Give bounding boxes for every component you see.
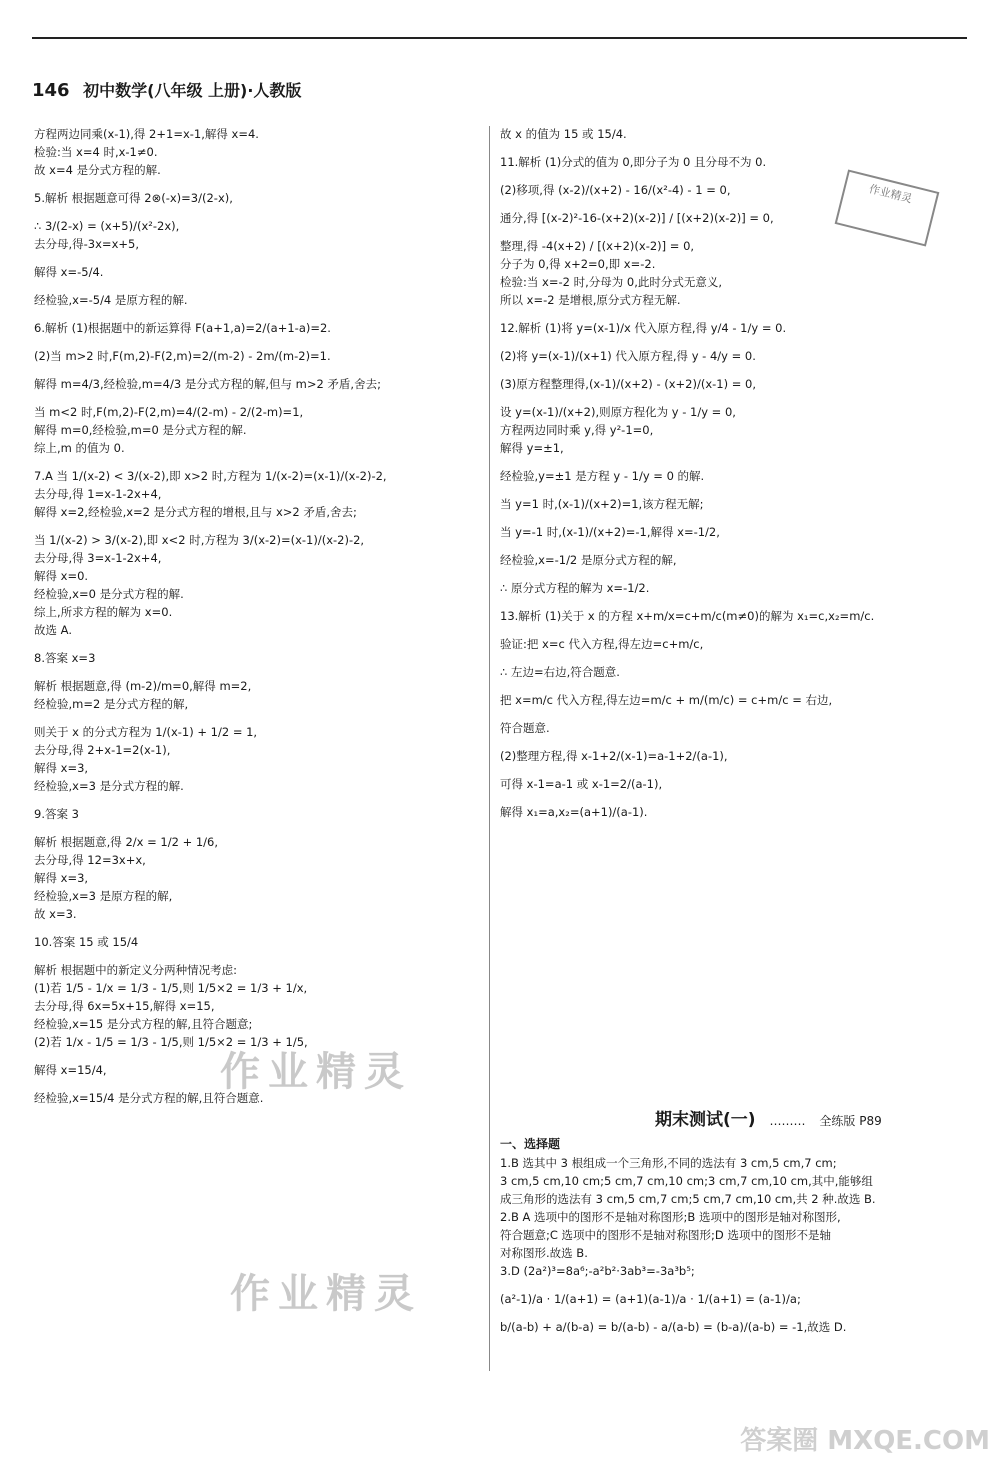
text-line: 经检验,y=±1 是方程 y - 1/y = 0 的解.: [500, 469, 705, 483]
text-line: 解得 m=4/3,经检验,m=4/3 是分式方程的解,但与 m>2 矛盾,舍去;: [34, 377, 381, 391]
section-heading: [655, 1105, 882, 1130]
text-line: ∴ 原分式方程的解为 x=-1/2.: [500, 581, 650, 595]
text-line: (1)若 1/5 - 1/x = 1/3 - 1/5,则 1/5×2 = 1/3 + 1/x,: [34, 981, 308, 995]
text-line: 通分,得 [(x-2)²-16-(x+2)(x-2)] / [(x+2)(x-2)] = 0,: [500, 211, 774, 225]
text-line: 2.B A 选项中的图形不是轴对称图形;B 选项中的图形是轴对称图形,: [500, 1210, 841, 1224]
text-line: 解析 根据题中的新定义分两种情况考虑:: [34, 963, 238, 977]
stamp: 作业精灵: [835, 169, 940, 246]
text-line: 检验:当 x=4 时,x-1≠0.: [34, 145, 158, 159]
text-line: (2)整理方程,得 x-1+2/(x-1)=a-1+2/(a-1),: [500, 749, 728, 763]
text-line: 1.B 选其中 3 根组成一个三角形,不同的选法有 3 cm,5 cm,7 cm;: [500, 1156, 837, 1170]
text-line: 综上,m 的值为 0.: [34, 441, 125, 455]
column-divider: [489, 126, 490, 1371]
text-line: 方程两边同乘(x-1),得 2+1=x-1,解得 x=4.: [34, 127, 259, 141]
text-line: 经检验,x=3 是分式方程的解.: [34, 779, 184, 793]
text-line: 经检验,x=15 是分式方程的解,且符合题意;: [34, 1017, 253, 1031]
text-line: 设 y=(x-1)/(x+2),则原方程化为 y - 1/y = 0,: [500, 405, 736, 419]
text-line: 故 x=4 是分式方程的解.: [34, 163, 161, 177]
text-line: ∴ 3/(2-x) = (x+5)/(x²-2x),: [34, 219, 180, 233]
text-line: 解得 x=3,: [34, 761, 89, 775]
text-line: 方程两边同时乘 y,得 y²-1=0,: [500, 423, 654, 437]
text-line: 故 x=3.: [34, 907, 77, 921]
text-line: 符合题意;C 选项中的图形不是轴对称图形;D 选项中的图形不是轴: [500, 1228, 831, 1242]
text-line: 当 y=-1 时,(x-1)/(x+2)=-1,解得 x=-1/2,: [500, 525, 720, 539]
text-line: 解析 根据题意,得 2/x = 1/2 + 1/6,: [34, 835, 219, 849]
text-line: 检验:当 x=-2 时,分母为 0,此时分式无意义,: [500, 275, 723, 289]
text-line: 符合题意.: [500, 721, 550, 735]
text-line: b/(a-b) + a/(b-a) = b/(a-b) - a/(a-b) = (b-a)/(a-b) = -1,故选 D.: [500, 1320, 847, 1334]
text-line: 当 y=1 时,(x-1)/(x+2)=1,该方程无解;: [500, 497, 704, 511]
text-line: 把 x=m/c 代入方程,得左边=m/c + m/(m/c) = c+m/c = 右边,: [500, 693, 833, 707]
text-line: 5.解析 根据题意可得 2⊗(-x)=3/(2-x),: [34, 191, 233, 205]
text-line: 解得 x=0.: [34, 569, 89, 583]
text-line: 解得 y=±1,: [500, 441, 564, 455]
text-line: 对称图形.故选 B.: [500, 1246, 588, 1260]
book-title: 初中数学(八年级 上册)·人教版: [83, 81, 302, 100]
text-line: 10.答案 15 或 15/4: [34, 935, 139, 949]
text-line: 13.解析 (1)关于 x 的方程 x+m/x=c+m/c(m≠0)的解为 x₁=c,x₂=m/c.: [500, 609, 875, 623]
site-logo: 答案圈 MXQE.COM: [740, 1426, 990, 1456]
left-column: [34, 126, 480, 1108]
section-ref: 全练版 P89: [819, 1114, 882, 1128]
text-line: 经检验,m=2 是分式方程的解,: [34, 697, 189, 711]
text-line: 综上,所求方程的解为 x=0.: [34, 605, 173, 619]
text-line: (3)原方程整理得,(x-1)/(x+2) - (x+2)/(x-1) = 0,: [500, 377, 757, 391]
text-line: 经检验,x=0 是分式方程的解.: [34, 587, 184, 601]
text-line: 去分母,得 1=x-1-2x+4,: [34, 487, 162, 501]
text-line: 解得 m=0,经检验,m=0 是分式方程的解.: [34, 423, 247, 437]
text-line: (2)移项,得 (x-2)/(x+2) - 16/(x²-4) - 1 = 0,: [500, 183, 731, 197]
text-line: 解得 x=-5/4.: [34, 265, 104, 279]
text-line: 6.解析 (1)根据题中的新运算得 F(a+1,a)=2/(a+1-a)=2.: [34, 321, 331, 335]
page-number: 146: [32, 80, 70, 101]
text-line: 12.解析 (1)将 y=(x-1)/x 代入原方程,得 y/4 - 1/y = 0.: [500, 321, 787, 335]
text-line: (2)当 m>2 时,F(m,2)-F(2,m)=2/(m-2) - 2m/(m-2)=1.: [34, 349, 331, 363]
text-line: 整理,得 -4(x+2) / [(x+2)(x-2)] = 0,: [500, 239, 695, 253]
text-line: 解得 x=15/4,: [34, 1063, 107, 1077]
text-line: 故 x 的值为 15 或 15/4.: [500, 127, 627, 141]
text-line: 分子为 0,得 x+2=0,即 x=-2.: [500, 257, 656, 271]
section-title: 期末测试(一): [655, 1110, 756, 1130]
text-line: 9.答案 3: [34, 807, 79, 821]
text-line: 7.A 当 1/(x-2) < 3/(x-2),即 x>2 时,方程为 1/(x-2)=(x-1)/(x-2)-2,: [34, 469, 387, 483]
text-line: 则关于 x 的分式方程为 1/(x-1) + 1/2 = 1,: [34, 725, 258, 739]
text-line: 3.D (2a²)³=8a⁶;-a²b²·3ab³=-3a³b⁵;: [500, 1264, 695, 1278]
text-line: 去分母,得 2+x-1=2(x-1),: [34, 743, 171, 757]
text-line: 验证:把 x=c 代入方程,得左边=c+m/c,: [500, 637, 704, 651]
section-dots: ………: [769, 1114, 806, 1128]
text-line: 经检验,x=-5/4 是原方程的解.: [34, 293, 188, 307]
right-column-bottom: [500, 1155, 962, 1337]
text-line: ∴ 左边=右边,符合题意.: [500, 665, 620, 679]
text-line: 故选 A.: [34, 623, 72, 637]
text-line: 去分母,得-3x=x+5,: [34, 237, 139, 251]
text-line: 11.解析 (1)分式的值为 0,即分子为 0 且分母不为 0.: [500, 155, 767, 169]
text-line: (2)若 1/x - 1/5 = 1/3 - 1/5,则 1/5×2 = 1/3 + 1/5,: [34, 1035, 308, 1049]
text-line: 当 m<2 时,F(m,2)-F(2,m)=4/(2-m) - 2/(2-m)=1,: [34, 405, 304, 419]
text-line: 解析 根据题意,得 (m-2)/m=0,解得 m=2,: [34, 679, 252, 693]
text-line: 8.答案 x=3: [34, 651, 96, 665]
page-header: [32, 78, 301, 101]
text-line: 经检验,x=-1/2 是原分式方程的解,: [500, 553, 677, 567]
text-line: 解得 x₁=a,x₂=(a+1)/(a-1).: [500, 805, 648, 819]
text-line: (2)将 y=(x-1)/(x+1) 代入原方程,得 y - 4/y = 0.: [500, 349, 756, 363]
text-line: 经检验,x=15/4 是分式方程的解,且符合题意.: [34, 1091, 264, 1105]
header-rule: [32, 37, 967, 39]
watermark: 作业精灵: [220, 1049, 412, 1095]
text-line: 经检验,x=3 是原方程的解,: [34, 889, 173, 903]
text-line: 去分母,得 3=x-1-2x+4,: [34, 551, 162, 565]
text-line: 3 cm,5 cm,10 cm;5 cm,7 cm,10 cm;3 cm,7 cm,10 cm,其中,能够组: [500, 1174, 873, 1188]
text-line: 成三角形的选法有 3 cm,5 cm,7 cm;5 cm,7 cm,10 cm,共 2 种.故选 B.: [500, 1192, 876, 1206]
text-line: 所以 x=-2 是增根,原分式方程无解.: [500, 293, 681, 307]
text-line: 可得 x-1=a-1 或 x-1=2/(a-1),: [500, 777, 663, 791]
text-line: 解得 x=3,: [34, 871, 89, 885]
text-line: (a²-1)/a · 1/(a+1) = (a+1)(a-1)/a · 1/(a+1) = (a-1)/a;: [500, 1292, 801, 1306]
watermark: 作业精灵: [230, 1271, 422, 1317]
text-line: 去分母,得 6x=5x+15,解得 x=15,: [34, 999, 215, 1013]
text-line: 当 1/(x-2) > 3/(x-2),即 x<2 时,方程为 3/(x-2)=(x-1)/(x-2)-2,: [34, 533, 365, 547]
subheading: 一、选择题: [500, 1137, 561, 1151]
text-line: 去分母,得 12=3x+x,: [34, 853, 146, 867]
text-line: 解得 x=2,经检验,x=2 是分式方程的增根,且与 x>2 矛盾,舍去;: [34, 505, 357, 519]
